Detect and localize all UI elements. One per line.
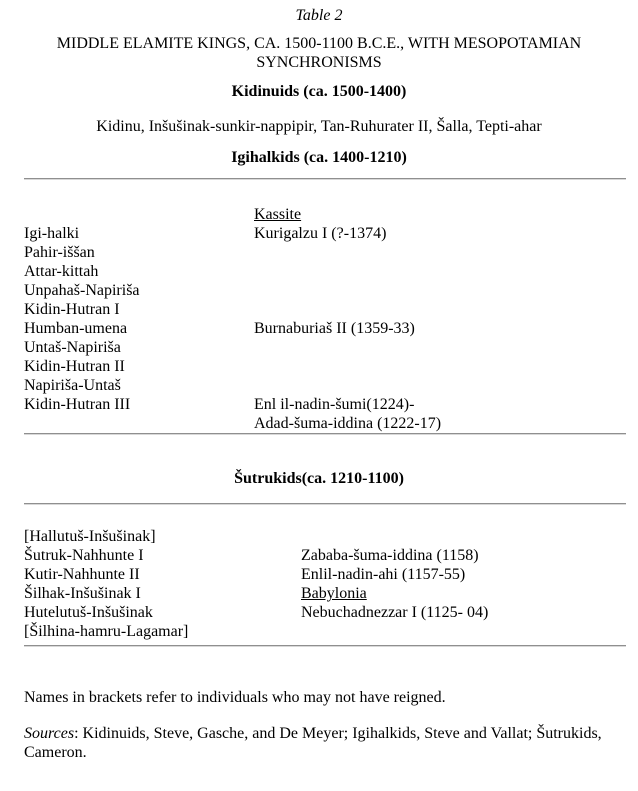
elamite-king-cell: Humban-umena — [24, 320, 128, 337]
table-row — [24, 338, 626, 357]
table-row — [24, 565, 626, 584]
elamite-king-cell: Kutir-Nahhunte II — [24, 566, 140, 583]
horizontal-rule — [24, 645, 626, 647]
table-row — [24, 319, 626, 338]
mesopotamian-synchronism-cell: Zababa-šuma-iddina (1158) — [301, 547, 479, 564]
elamite-king-cell: Kidin-Hutran I — [24, 301, 120, 318]
elamite-king-cell: Untaš-Napiriša — [24, 339, 121, 356]
page-title-line2: SYNCHRONISMS — [256, 54, 382, 71]
shutrukids-section-heading: Šutrukids(ca. 1210-1100) — [234, 470, 404, 487]
table-row — [24, 546, 626, 565]
elamite-king-cell — [24, 205, 254, 224]
elamite-king-cell: Napiriša-Untaš — [24, 377, 121, 394]
shutrukids-table — [24, 527, 626, 641]
elamite-king-cell: Unpahaš-Napiriša — [24, 282, 140, 299]
mesopotamian-synchronism-cell: Kurigalzu I (?-1374) — [254, 225, 387, 242]
elamite-king-cell: Šilhak-Inšušinak I — [24, 585, 141, 602]
table-row — [24, 357, 626, 376]
elamite-king-cell: Hutelutuš-Inšušinak — [24, 604, 153, 621]
mesopotamian-synchronism-cell: Burnaburiaš II (1359-33) — [254, 320, 415, 337]
horizontal-rule — [24, 433, 626, 435]
mesopotamian-synchronism-cell: Enl il-nadin-šumi(1224)- — [254, 396, 415, 413]
table-row — [24, 395, 626, 414]
sources-text: : Kidinuids, Steve, Gasche, and De Meyer; Igihalkids, Steve and Vallat; Šutrukids, Cameron. — [24, 725, 602, 761]
horizontal-rule — [24, 503, 626, 505]
table-row — [24, 262, 626, 281]
table-row — [24, 281, 626, 300]
mesopotamian-synchronism-cell: Enlil-nadin-ahi (1157-55) — [301, 566, 466, 583]
table-row — [24, 300, 626, 319]
elamite-king-cell: Šutruk-Nahhunte I — [24, 547, 144, 564]
table-row — [24, 224, 626, 243]
elamite-king-cell: Attar-kittah — [24, 263, 99, 280]
horizontal-rule — [24, 178, 626, 180]
table-number-label: Table 2 — [295, 7, 343, 24]
mesopotamian-synchronism-cell: Adad-šuma-iddina (1222-17) — [254, 415, 442, 432]
table-row — [24, 584, 626, 603]
elamite-king-cell: Kidin-Hutran II — [24, 358, 125, 375]
mesopotamian-synchronism-cell: Kassite — [254, 206, 302, 223]
elamite-king-cell: [Hallutuš-Inšušinak] — [24, 528, 156, 545]
kidinuids-section-heading: Kidinuids (ca. 1500-1400) — [231, 83, 407, 100]
mesopotamian-synchronism-cell: Babylonia — [301, 585, 367, 602]
table-row — [24, 603, 626, 622]
table-row — [24, 376, 626, 395]
elamite-king-cell — [24, 414, 254, 433]
igihalkids-section-heading: Igihalkids (ca. 1400-1210) — [231, 149, 407, 166]
sources-label: Sources — [24, 725, 75, 742]
table-row — [24, 622, 626, 641]
page-title-line1: MIDDLE ELAMITE KINGS, CA. 1500-1100 B.C.E., WITH MESOPOTAMIAN — [56, 35, 582, 52]
igihalkids-table — [24, 205, 626, 433]
brackets-footnote: Names in brackets refer to individuals who may not have reigned. — [24, 689, 446, 706]
elamite-king-cell: Kidin-Hutran III — [24, 396, 131, 413]
table-row — [24, 243, 626, 262]
elamite-king-cell: Pahir-iššan — [24, 244, 95, 261]
table-row — [24, 205, 626, 224]
sources-note — [24, 724, 624, 762]
elamite-king-cell: [Šilhina-hamru-Lagamar] — [24, 623, 189, 640]
elamite-king-cell: Igi-halki — [24, 225, 80, 242]
table-row — [24, 414, 626, 433]
mesopotamian-synchronism-cell: Nebuchadnezzar I (1125- 04) — [301, 604, 489, 621]
table-row — [24, 527, 626, 546]
kidinuids-kings-list: Kidinu, Inšušinak-sunkir-nappipir, Tan-Ruhurater II, Šalla, Tepti-ahar — [96, 118, 542, 135]
